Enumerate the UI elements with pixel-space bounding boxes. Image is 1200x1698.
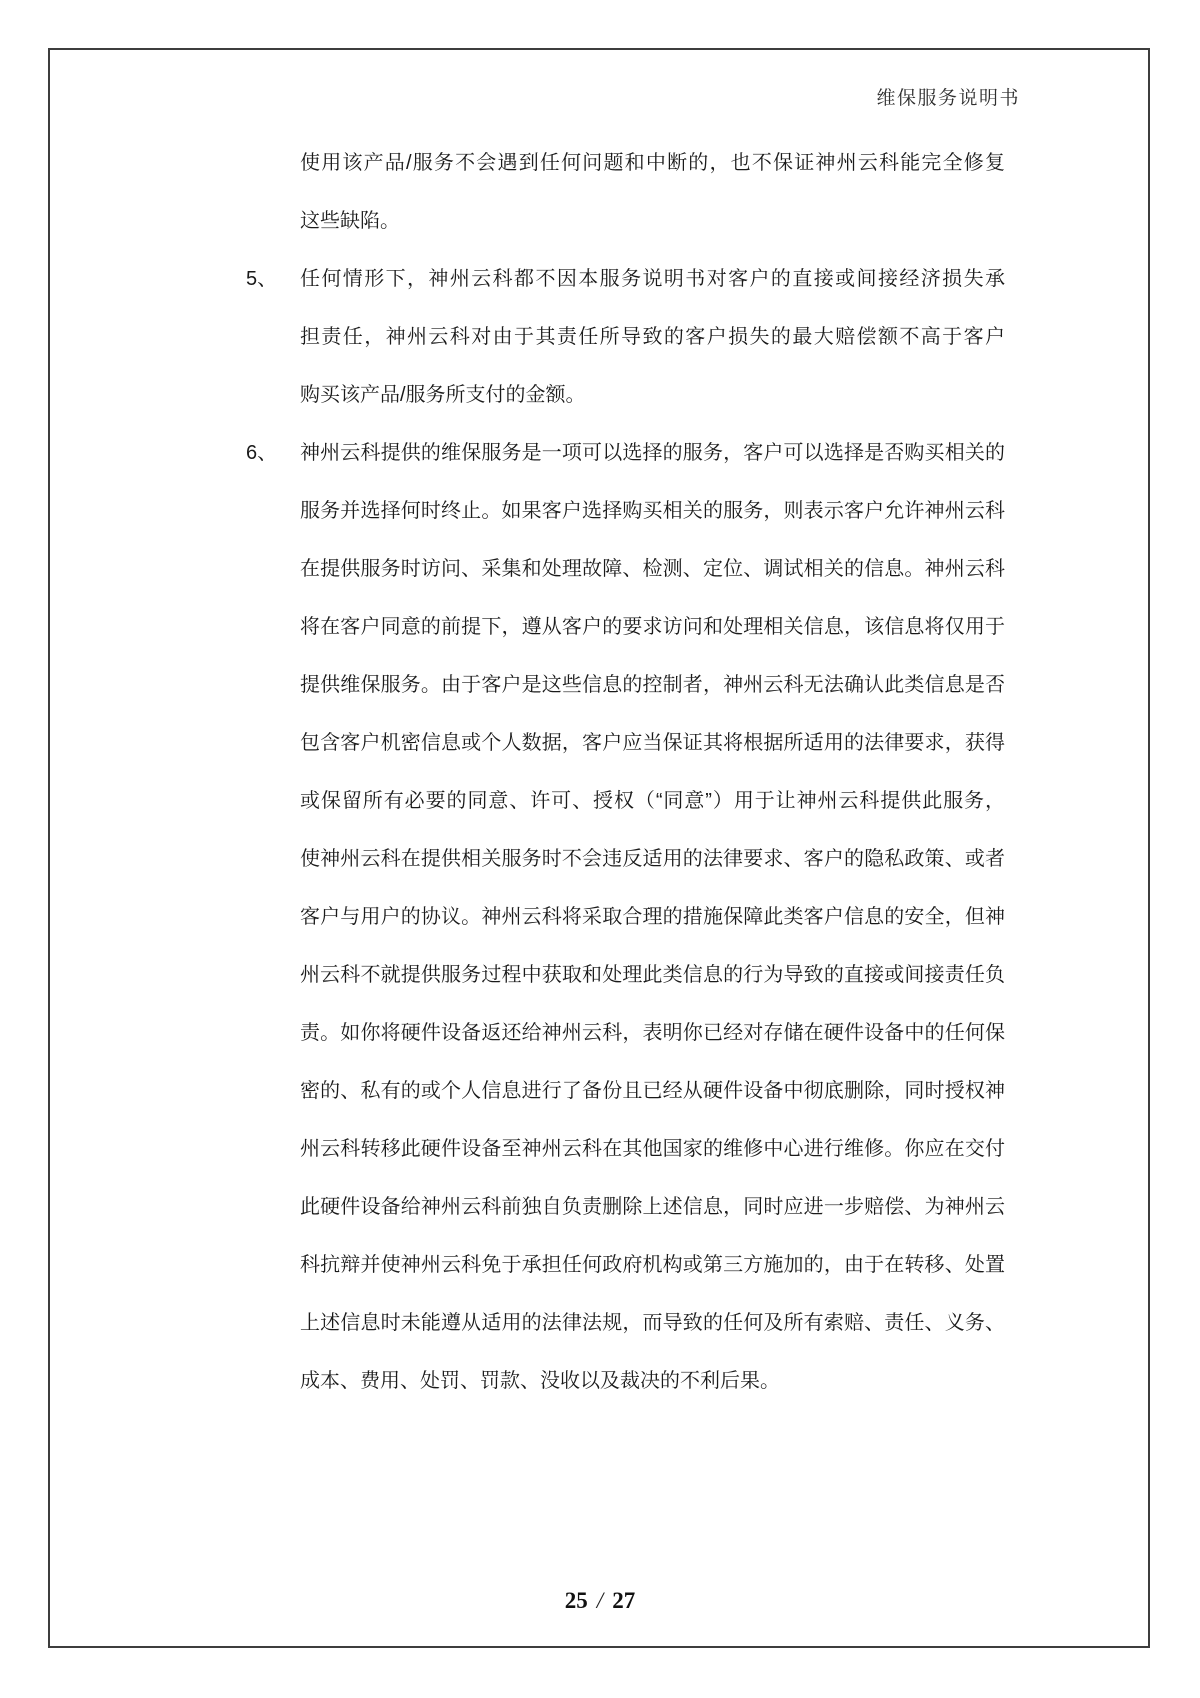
text-line-content: 科抗辩并使神州云科免于承担任何政府机构或第三方施加的，由于在转移、处置 bbox=[300, 1254, 1005, 1276]
text-line bbox=[300, 1062, 1005, 1120]
document-body bbox=[246, 134, 1005, 1410]
text-line-content: 提供维保服务。由于客户是这些信息的控制者，神州云科无法确认此类信息是否 bbox=[300, 674, 1005, 696]
text-line bbox=[246, 250, 1005, 308]
text-line bbox=[300, 946, 1005, 1004]
text-line bbox=[300, 482, 1005, 540]
text-line-content: 任何情形下，神州云科都不因本服务说明书对客户的直接或间接经济损失承 bbox=[300, 268, 1005, 290]
page-number-total: 27 bbox=[612, 1588, 636, 1613]
text-line-content: 担责任，神州云科对由于其责任所导致的客户损失的最大赔偿额不高于客户 bbox=[300, 326, 1005, 348]
text-line-content: 州云科转移此硬件设备至神州云科在其他国家的维修中心进行维修。你应在交付 bbox=[300, 1138, 1005, 1160]
text-line-content: 此硬件设备给神州云科前独自负责删除上述信息，同时应进一步赔偿、为神州云 bbox=[300, 1196, 1005, 1218]
text-line-content: 神州云科提供的维保服务是一项可以选择的服务，客户可以选择是否购买相关的 bbox=[300, 442, 1005, 464]
text-line bbox=[300, 134, 1005, 192]
text-line-content: 服务并选择何时终止。如果客户选择购买相关的服务，则表示客户允许神州云科 bbox=[300, 500, 1005, 522]
list-item-number: 6、 bbox=[246, 442, 278, 464]
text-line bbox=[300, 598, 1005, 656]
text-line bbox=[300, 714, 1005, 772]
text-line bbox=[300, 656, 1005, 714]
text-line bbox=[300, 192, 1005, 250]
text-line-content: 上述信息时未能遵从适用的法律法规，而导致的任何及所有索赔、责任、义务、 bbox=[300, 1312, 1005, 1334]
text-line bbox=[300, 888, 1005, 946]
text-line-content: 使用该产品/服务不会遇到任何问题和中断的，也不保证神州云科能完全修复 bbox=[300, 152, 1005, 174]
text-line bbox=[300, 540, 1005, 598]
text-line-content: 密的、私有的或个人信息进行了备份且已经从硬件设备中彻底删除，同时授权神 bbox=[300, 1080, 1005, 1102]
text-line-content: 责。如你将硬件设备返还给神州云科，表明你已经对存储在硬件设备中的任何保 bbox=[300, 1022, 1005, 1044]
text-line bbox=[300, 1352, 1005, 1410]
list-item-number: 5、 bbox=[246, 268, 278, 290]
text-line-content: 成本、费用、处罚、罚款、没收以及裁决的不利后果。 bbox=[300, 1370, 780, 1392]
text-line-content: 购买该产品/服务所支付的金额。 bbox=[300, 384, 586, 406]
text-line bbox=[300, 1294, 1005, 1352]
text-line bbox=[300, 1178, 1005, 1236]
text-line-content: 州云科不就提供服务过程中获取和处理此类信息的行为导致的直接或间接责任负 bbox=[300, 964, 1005, 986]
text-line bbox=[300, 1236, 1005, 1294]
text-line bbox=[300, 308, 1005, 366]
text-line-content: 包含客户机密信息或个人数据，客户应当保证其将根据所适用的法律要求，获得 bbox=[300, 732, 1005, 754]
text-line-content: 客户与用户的协议。神州云科将采取合理的措施保障此类客户信息的安全，但神 bbox=[300, 906, 1005, 928]
text-line-content: 在提供服务时访问、采集和处理故障、检测、定位、调试相关的信息。神州云科 bbox=[300, 558, 1005, 580]
text-line-content: 使神州云科在提供相关服务时不会违反适用的法律要求、客户的隐私政策、或者 bbox=[300, 848, 1005, 870]
text-line-content: 将在客户同意的前提下，遵从客户的要求访问和处理相关信息，该信息将仅用于 bbox=[300, 616, 1005, 638]
page-header-title: 维保服务说明书 bbox=[876, 88, 1020, 109]
page-number-current: 25 bbox=[564, 1588, 588, 1613]
text-line bbox=[300, 1120, 1005, 1178]
text-line bbox=[300, 366, 1005, 424]
page-number-separator: / bbox=[596, 1588, 604, 1613]
page-number-footer bbox=[0, 1582, 1200, 1620]
text-line bbox=[300, 772, 1005, 830]
text-line-content: 这些缺陷。 bbox=[300, 210, 400, 232]
text-line-content: 或保留所有必要的同意、许可、授权（“同意”）用于让神州云科提供此服务， bbox=[300, 790, 1005, 812]
text-line bbox=[300, 1004, 1005, 1062]
text-line bbox=[246, 424, 1005, 482]
text-line bbox=[300, 830, 1005, 888]
